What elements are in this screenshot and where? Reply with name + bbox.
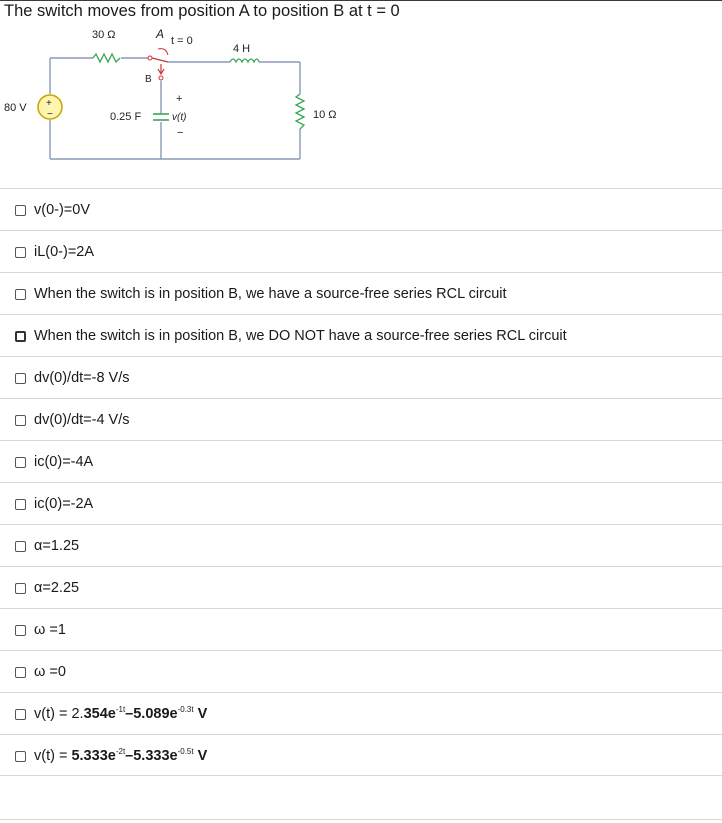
switch-b-label: B: [145, 74, 152, 85]
option-exponent: -1t: [115, 705, 126, 714]
option-unit: V: [193, 748, 208, 764]
option-row[interactable]: [0, 440, 722, 482]
r2-label: 10 Ω: [313, 109, 337, 121]
option-row[interactable]: [0, 398, 722, 440]
option-text-bold: 354e: [83, 706, 116, 722]
option-label[interactable]: dv(0)/dt=-4 V/s: [34, 412, 130, 428]
resistor-10-ohm: [296, 94, 304, 129]
option-checkbox[interactable]: [15, 667, 26, 678]
option-text-bold: –5.089e: [125, 706, 178, 722]
r1-label: 30 Ω: [92, 29, 116, 41]
option-row[interactable]: [0, 692, 722, 734]
option-checkbox[interactable]: [15, 373, 26, 384]
option-label[interactable]: ω =0: [34, 664, 66, 680]
option-label[interactable]: [34, 748, 207, 764]
answer-options-list: [0, 188, 722, 776]
option-checkbox[interactable]: [15, 415, 26, 426]
option-label[interactable]: ic(0)=-2A: [34, 496, 94, 512]
option-row[interactable]: [0, 272, 722, 314]
option-label[interactable]: When the switch is in position B, we DO NOT have a source-free series RCL circuit: [34, 328, 567, 344]
option-row[interactable]: [0, 650, 722, 692]
option-label[interactable]: dv(0)/dt=-8 V/s: [34, 370, 130, 386]
switch-arrow-icon: [158, 49, 168, 55]
source-minus-sign: −: [47, 109, 53, 120]
inductor-label: 4 H: [233, 43, 251, 55]
option-label[interactable]: iL(0-)=2A: [34, 244, 95, 260]
option-checkbox[interactable]: [15, 751, 26, 762]
option-checkbox[interactable]: [15, 499, 26, 510]
option-label[interactable]: α=2.25: [34, 580, 80, 596]
option-checkbox[interactable]: [15, 289, 26, 300]
option-row[interactable]: [0, 314, 722, 356]
switch-direction-arrow-icon: [158, 64, 164, 74]
option-row[interactable]: [0, 482, 722, 524]
switch-a-label: A: [156, 27, 165, 41]
option-checkbox[interactable]: [15, 709, 26, 720]
switch-terminal-b: [159, 76, 163, 80]
source-label: 80 V: [4, 102, 27, 114]
option-label[interactable]: v(0-)=0V: [34, 202, 91, 218]
option-checkbox[interactable]: [15, 331, 26, 342]
option-label[interactable]: [34, 706, 207, 722]
circuit-diagram: [0, 24, 360, 169]
option-text-bold: –5.333e: [125, 748, 178, 764]
option-row[interactable]: [0, 524, 722, 566]
option-exponent: -0.3t: [177, 705, 194, 714]
option-row[interactable]: [0, 188, 722, 230]
voltage-minus-label: −: [177, 127, 184, 139]
option-text-prefix: v(t) =: [34, 748, 72, 764]
option-row[interactable]: [0, 608, 722, 650]
option-exponent: -2t: [115, 747, 126, 756]
option-checkbox[interactable]: [15, 541, 26, 552]
source-plus-sign: +: [46, 98, 52, 109]
switch-time-label: t = 0: [171, 35, 193, 47]
option-text-prefix: v(t) = 2.: [34, 706, 84, 722]
capacitor-label: 0.25 F: [110, 111, 142, 123]
option-unit: V: [193, 706, 208, 722]
voltage-label: v(t): [172, 112, 187, 123]
option-checkbox[interactable]: [15, 583, 26, 594]
option-checkbox[interactable]: [15, 247, 26, 258]
top-divider: [0, 0, 722, 1]
voltage-plus-label: +: [176, 93, 183, 105]
option-label[interactable]: When the switch is in position B, we have a source-free series RCL circuit: [34, 286, 507, 302]
option-exponent: -0.5t: [177, 747, 194, 756]
option-row[interactable]: [0, 356, 722, 398]
option-label[interactable]: α=1.25: [34, 538, 80, 554]
bottom-divider: [0, 819, 722, 820]
option-label[interactable]: ω =1: [34, 622, 66, 638]
option-row[interactable]: [0, 230, 722, 272]
resistor-30-ohm: [93, 54, 120, 62]
option-text-bold: 5.333e: [71, 748, 116, 764]
option-row[interactable]: [0, 566, 722, 608]
switch-terminal-a: [148, 56, 152, 60]
question-title: The switch moves from position A to position B at t = 0: [4, 2, 400, 20]
option-row[interactable]: [0, 734, 722, 776]
option-label[interactable]: ic(0)=-4A: [34, 454, 94, 470]
switch-blade: [152, 58, 168, 62]
option-checkbox[interactable]: [15, 457, 26, 468]
inductor-4h: [230, 59, 259, 62]
option-checkbox[interactable]: [15, 205, 26, 216]
option-checkbox[interactable]: [15, 625, 26, 636]
